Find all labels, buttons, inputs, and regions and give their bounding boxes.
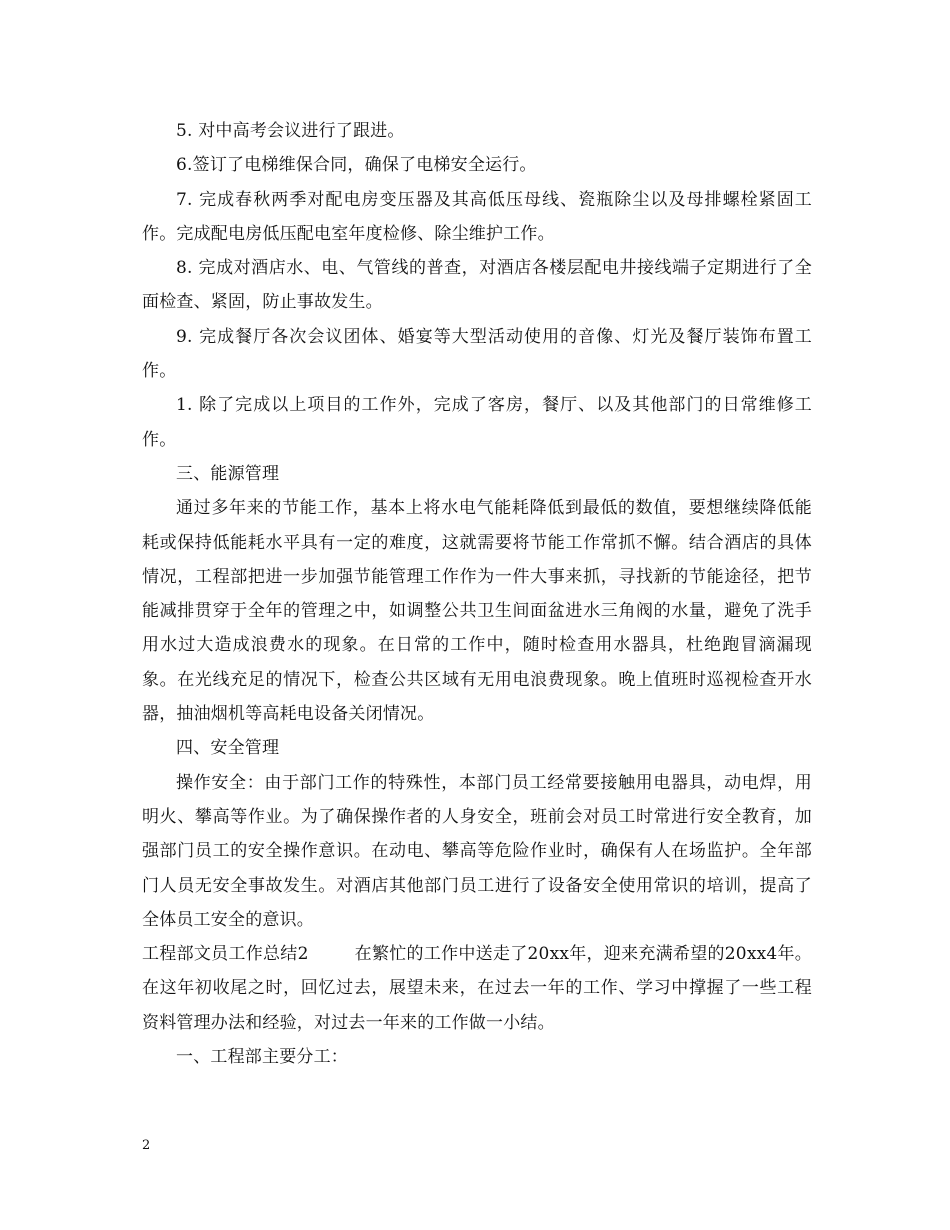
paragraph-item-5: 5. 对中高考会议进行了跟进。 [176, 121, 405, 141]
page-number: 2 [142, 1138, 151, 1153]
section-heading-energy: 三、能源管理 [176, 463, 280, 484]
paragraph-item-9: 9. 完成餐厅各次会议团体、婚宴等大型活动使用的音像、灯光及餐厅装饰布置工作。 [142, 326, 812, 382]
paragraph-item-7: 7. 完成春秋两季对配电房变压器及其高低压母线、瓷瓶除尘以及母排螺栓紧固工作。完成配电房低压配电室年度检修、除尘维护工作。 [142, 189, 812, 244]
paragraph-item-1: 1. 除了完成以上项目的工作外，完成了客房，餐厅、以及其他部门的日常维修工作。 [142, 395, 812, 450]
section-heading-division: 一、工程部主要分工： [176, 1047, 348, 1068]
section-title: 工程部文员工作总结2 [142, 944, 309, 965]
paragraph-energy-management: 通过多年来的节能工作，基本上将水电气能耗降低到最低的数值，要想继续降低能耗或保持低能耗水平具有一定的难度，这就需要将节能工作常抓不懈。结合酒店的具体情况，工程部把进一步加强节能管理工作作为一件大事来抓，寻找新的节能途径，把节能减排贯穿于全年的管理之中，如调整公共卫生间面盆进水三角阀的水量，避免了洗手用水过大造成浪费水的现象。在日常的工作中，随时检查用水器具，杜绝跑冒滴漏现象。在光线充足的情况下，检查公共区域有无用电浪费现象。晚上值班时巡视检查开水器，抽油烟机等高耗电设备关闭情况。 [142, 498, 812, 725]
section-heading-safety: 四、安全管理 [176, 738, 280, 759]
paragraph-operation-safety: 操作安全：由于部门工作的特殊性，本部门员工经常要接触用电器具，动电焊，用明火、攀高等作业。为了确保操作者的人身安全，班前会对员工时常进行安全教育，加强部门员工的安全操作意识。在动电、攀高等危险作业时，确保有人在场监护。全年部门人员无安全事故发生。对酒店其他部门员工进行了设备安全使用常识的培训，提高了全体员工安全的意识。 [142, 772, 812, 930]
document-body [142, 114, 812, 1074]
section-intro: 在繁忙的工作中送走了20xx年，迎来充满希望的20xx4年。在这年初收尾之时，回忆过去，展望未来，在过去一年的工作、学习中撑握了一些工程资料管理办法和经验，对过去一年来的工作做一小结。 [142, 944, 812, 1033]
section-summary-2 [142, 937, 812, 1040]
paragraph-item-8: 8. 完成对酒店水、电、气管线的普查，对酒店各楼层配电井接线端子定期进行了全面检查、紧固，防止事故发生。 [142, 258, 812, 313]
paragraph-item-6: 6.签订了电梯维保合同，确保了电梯安全运行。 [176, 155, 537, 176]
